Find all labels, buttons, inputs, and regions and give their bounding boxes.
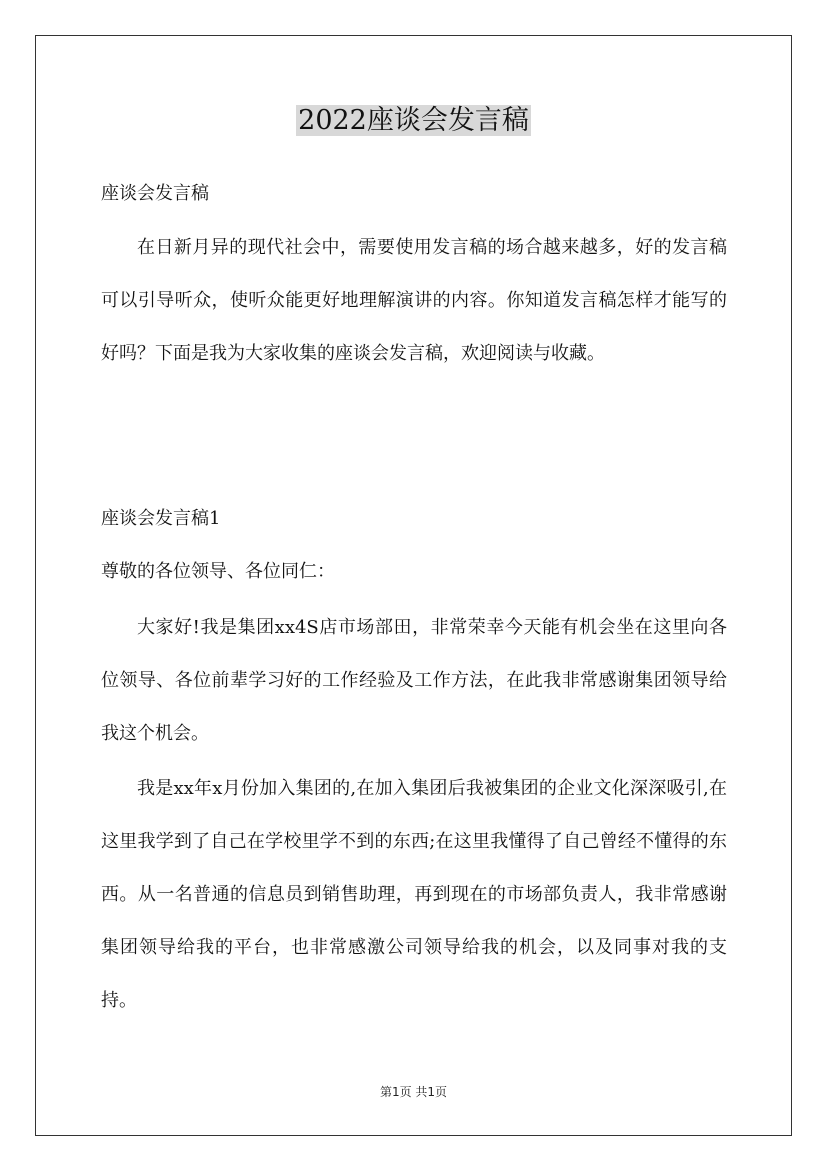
salutation: 尊敬的各位领导、各位同仁： — [101, 561, 335, 582]
body-paragraph-2: 我是xx年x月份加入集团的,在加入集团后我被集团的企业文化深深吸引,在这里我学到了自己在学校里学不到的东西;在这里我懂得了自己曾经不懂得的东西。从一名普通的信息员到销售助理，再到现在的市场部负责人，我非常感谢集团领导给我的平台，也非常感激公司领导给我的机会，以及同事对我的支持。 — [101, 778, 727, 1011]
section-heading: 座谈会发言稿1 — [101, 508, 221, 529]
document-title — [0, 100, 827, 142]
document-subtitle: 座谈会发言稿 — [101, 183, 209, 204]
document-title-text: 2022座谈会发言稿 — [298, 105, 529, 136]
page-footer: 第1页 共1页 — [379, 1085, 448, 1099]
intro-paragraph: 在日新月异的现代社会中，需要使用发言稿的场合越来越多，好的发言稿可以引导听众，使听众能更好地理解演讲的内容。你知道发言稿怎样才能写的好吗？下面是我为大家收集的座谈会发言稿，欢迎阅读与收藏。 — [101, 237, 727, 364]
body-paragraph-1: 大家好!我是集团xx4S店市场部田，非常荣幸今天能有机会坐在这里向各位领导、各位前辈学习好的工作经验及工作方法，在此我非常感谢集团领导给我这个机会。 — [101, 617, 727, 744]
